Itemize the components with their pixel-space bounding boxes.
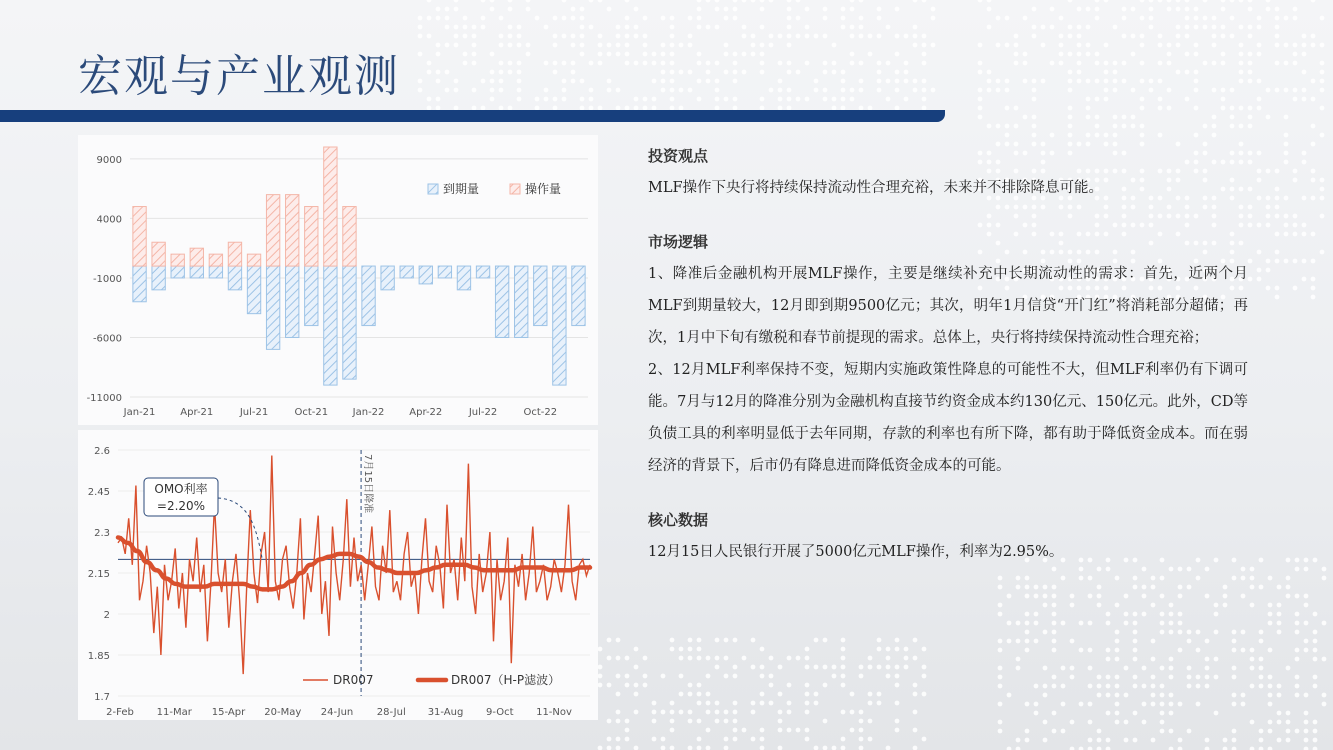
bar-expire (515, 266, 528, 337)
x-tick-label: 28-Jul (376, 707, 406, 718)
legend-swatch (428, 184, 438, 194)
y-tick-label: 4000 (96, 214, 122, 226)
x-tick-label: 20-May (264, 707, 302, 718)
bar-expire (438, 266, 451, 278)
omo-annotation-arrow (218, 498, 262, 558)
y-tick-label: 2.45 (87, 487, 110, 498)
omo-annotation-value: =2.20% (156, 499, 206, 513)
bar-expire (534, 266, 547, 326)
legend-label: DR007（H-P滤波） (451, 673, 561, 687)
y-tick-label: -6000 (92, 333, 122, 345)
line-chart-panel (78, 430, 598, 720)
bar-operate (228, 242, 241, 266)
bar-operate (305, 207, 318, 267)
x-tick-label: Oct-21 (294, 407, 329, 418)
rrr-cut-annotation: 7月15日降准 (362, 454, 374, 514)
x-tick-label: Jul-21 (239, 407, 269, 418)
bar-expire (343, 266, 356, 379)
x-tick-label: Oct-22 (523, 407, 558, 418)
section-heading: 核心数据 (648, 511, 709, 529)
bar-expire (572, 266, 585, 326)
y-tick-label: 2 (103, 610, 110, 621)
section-paragraph: MLF操作下央行将持续保持流动性合理充裕，未来并不排除降息可能。 (648, 180, 1104, 196)
x-tick-label: Jul-22 (468, 407, 498, 418)
bar-expire (400, 266, 413, 278)
bar-chart-panel (78, 135, 598, 425)
x-tick-label: 31-Aug (427, 707, 464, 718)
y-tick-label: 2.3 (94, 528, 110, 539)
bar-expire (419, 266, 432, 284)
bar-operate (266, 195, 279, 266)
bar-operate (190, 248, 203, 266)
section-paragraph: 1、降准后金融机构开展MLF操作，主要是继续补充中长期流动性的需求：首先，近两个月MLF到期量较大，12月即到期9500亿元；其次，明年1月信贷“开门红”将消耗部分超储；再次，1月中下旬有缴税和春节前提现的需求。总体上，央行将持续保持流动性合理充裕； (648, 266, 1248, 346)
bar-expire (171, 266, 184, 278)
section-core-data (648, 504, 1248, 568)
legend-swatch (510, 184, 520, 194)
text-content (648, 140, 1248, 568)
x-tick-label: Apr-22 (409, 407, 443, 418)
y-tick-label: 1.7 (94, 692, 110, 703)
bar-operate (171, 254, 184, 266)
x-tick-label: 24-Jun (320, 707, 354, 718)
bar-operate (133, 207, 146, 267)
bar-operate (247, 254, 260, 266)
bar-expire (305, 266, 318, 326)
legend-label: DR007 (333, 673, 374, 687)
x-tick-label: Jan-21 (123, 407, 156, 418)
omo-annotation-label: OMO利率 (154, 482, 208, 496)
bar-expire (228, 266, 241, 290)
y-tick-label: -1000 (92, 273, 122, 285)
section-heading: 市场逻辑 (648, 233, 709, 251)
section-paragraph: 2、12月MLF利率保持不变，短期内实施政策性降息的可能性不大，但MLF利率仍有下调可能。7月与12月的降准分别为金融机构直接节约资金成本约130亿元、150亿元。此外，CD等负债工具的利率明显低于去年同期，存款的利率也有所下降，都有助于降低资金成本。而在弱经济的背景下，后市仍有降息进而降低资金成本的可能。 (648, 362, 1248, 474)
bar-operate (324, 147, 337, 266)
bar-expire (133, 266, 146, 302)
x-tick-label: 2-Feb (106, 707, 134, 718)
bar-operate (286, 195, 299, 266)
x-tick-label: Jan-22 (352, 407, 385, 418)
section-market-logic (648, 226, 1248, 482)
line-chart (78, 430, 598, 720)
bar-expire (152, 266, 165, 290)
bar-expire (286, 266, 299, 337)
section-investment-view (648, 140, 1248, 204)
bar-expire (324, 266, 337, 385)
y-tick-label: 2.6 (94, 446, 110, 457)
bar-chart (78, 135, 598, 425)
title-underline-bar (0, 110, 945, 122)
bar-expire (247, 266, 260, 314)
y-tick-label: 9000 (96, 154, 122, 166)
x-tick-label: 11-Nov (536, 707, 572, 718)
x-tick-label: 9-Oct (485, 707, 514, 718)
bar-expire (362, 266, 375, 326)
bar-expire (381, 266, 394, 290)
bar-operate (209, 254, 222, 266)
x-tick-label: 11-Mar (156, 707, 192, 718)
bar-expire (457, 266, 470, 290)
bar-expire (495, 266, 508, 337)
legend-label: 到期量 (443, 182, 480, 196)
y-tick-label: 2.15 (87, 569, 110, 580)
y-tick-label: 1.85 (87, 651, 110, 662)
legend-label: 操作量 (525, 182, 562, 196)
bar-expire (190, 266, 203, 278)
bar-operate (152, 242, 165, 266)
bar-operate (343, 207, 356, 267)
section-paragraph: 12月15日人民银行开展了5000亿元MLF操作，利率为2.95%。 (648, 544, 1064, 560)
bar-expire (266, 266, 279, 349)
page-title: 宏观与产业观测 (78, 51, 400, 102)
x-tick-label: Apr-21 (180, 407, 214, 418)
bar-expire (553, 266, 566, 385)
section-heading: 投资观点 (648, 147, 709, 165)
x-tick-label: 15-Apr (211, 707, 246, 718)
y-tick-label: -11000 (86, 393, 122, 404)
bar-expire (476, 266, 489, 278)
bar-expire (209, 266, 222, 278)
